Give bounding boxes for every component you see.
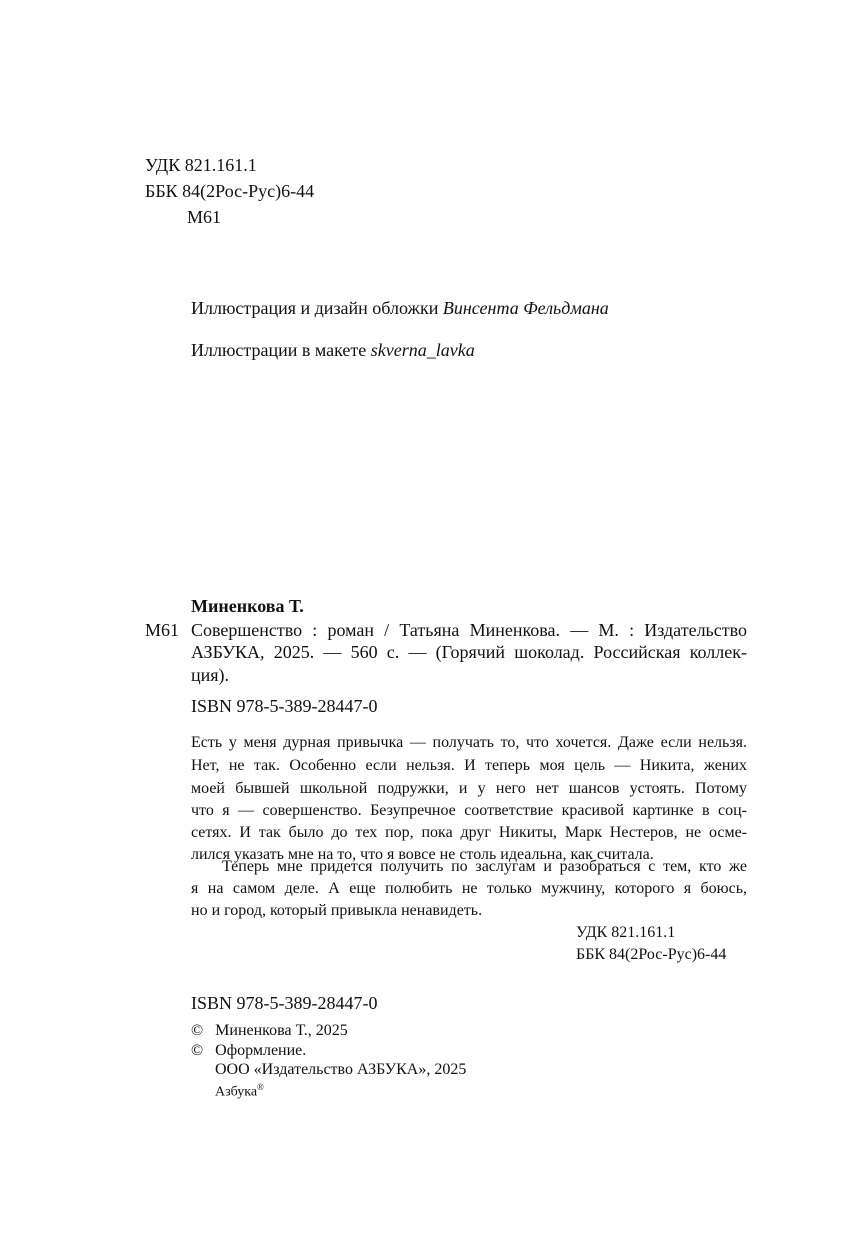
annotation-line: Есть у меня дурная привычка — получать то, что хочется. Даже если нельзя. xyxy=(191,734,747,751)
copyright-design: Оформление. xyxy=(215,1042,307,1059)
footer-isbn: ISBN 978-5-389-28447-0 xyxy=(191,993,378,1013)
author-mark: М61 xyxy=(187,207,222,227)
catalog-bbk: ББК 84(2Рос-Рус)6-44 xyxy=(576,946,727,963)
cover-credit-prefix: Иллюстрация и дизайн обложки xyxy=(191,298,443,318)
brand-name: Азбука xyxy=(215,1084,258,1100)
registered-icon: ® xyxy=(257,1082,264,1092)
brand-line xyxy=(215,1083,264,1100)
annotation-line: что я — совершенство. Безупречное соответствие красивой картинке в соц- xyxy=(191,802,747,819)
udk-code: УДК 821.161.1 xyxy=(145,155,257,175)
annotation-line: Нет, не так. Особенно если нельзя. И теперь моя цель — Никита, жених xyxy=(191,757,747,774)
copyright-author-line xyxy=(191,1023,348,1039)
catalog-description-line: Совершенство : роман / Татьяна Миненкова. — М. : Издательство xyxy=(191,620,747,640)
copyright-author: Миненкова Т., 2025 xyxy=(215,1022,348,1039)
catalog-udk: УДК 821.161.1 xyxy=(576,924,676,941)
catalog-description-line: ция). xyxy=(191,665,230,685)
catalog-mark: М61 xyxy=(145,620,180,640)
annotation-line: лился указать мне на то, что я вовсе не столь идеальна, как считала. xyxy=(191,846,654,863)
annotation-line: но и город, который привыкла ненавидеть. xyxy=(191,902,483,919)
catalog-isbn: ISBN 978-5-389-28447-0 xyxy=(191,696,378,716)
layout-artist-name: skverna_lavka xyxy=(370,340,475,360)
catalog-author: Миненкова Т. xyxy=(191,596,304,616)
annotation-line: я на самом деле. А еще полюбить не только мужчину, которого я боюсь, xyxy=(191,880,747,897)
publisher-line: ООО «Издательство АЗБУКА», 2025 xyxy=(215,1061,467,1078)
copyright-icon: © xyxy=(191,1042,204,1059)
annotation-line: сетях. И так было до тех пор, пока друг Никиты, Марк Нестеров, не осме- xyxy=(191,824,747,841)
layout-credit xyxy=(191,341,475,359)
cover-credit xyxy=(191,299,609,317)
copyright-icon: © xyxy=(191,1022,204,1039)
catalog-description-line: АЗБУКА, 2025. — 560 с. — (Горячий шоколад. Российская коллек- xyxy=(191,642,747,662)
bbk-code: ББК 84(2Рос-Рус)6-44 xyxy=(145,181,315,201)
annotation-line: моей бывшей школьной подружки, и у него нет шансов устоять. Потому xyxy=(191,780,747,797)
cover-artist-name: Винсента Фельдмана xyxy=(442,298,609,318)
copyright-design-line xyxy=(191,1043,306,1059)
annotation-line: Теперь мне придется получить по заслугам и разобраться с тем, кто же xyxy=(222,858,747,875)
layout-credit-prefix: Иллюстрации в макете xyxy=(191,340,371,360)
